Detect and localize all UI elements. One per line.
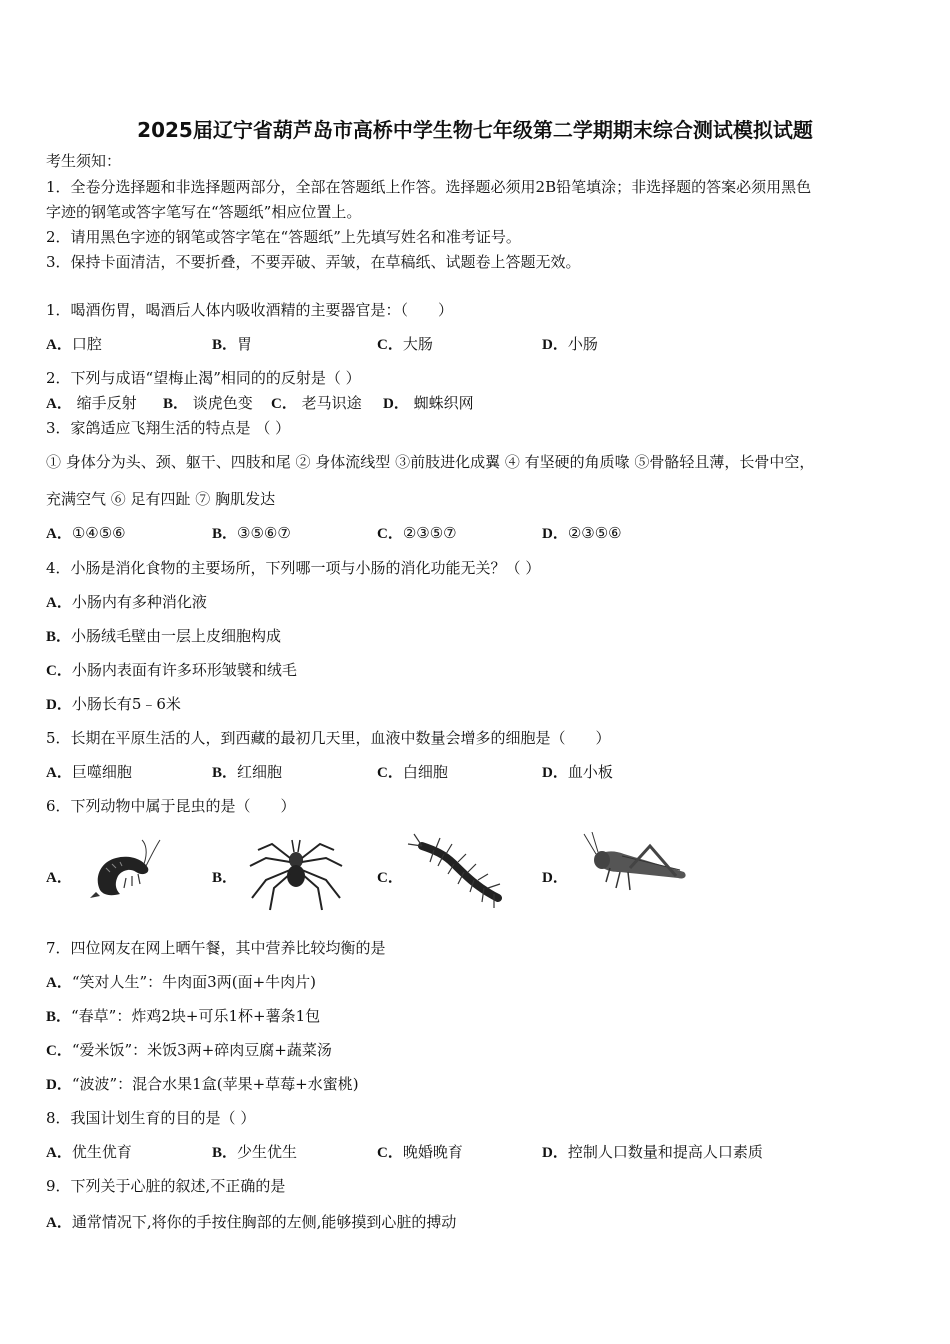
q3-statements-1: ① 身体分为头、颈、躯干、四肢和尾 ② 身体流线型 ③前肢进化成翼 ④ 有坚硬的角质喙 ⑤骨骼轻且薄，长骨中空， xyxy=(46,453,815,471)
q1-option-a: A．口腔 xyxy=(46,335,102,353)
q3-option-b: B．③⑤⑥⑦ xyxy=(212,524,291,542)
q4-option-b: B．小肠绒毛壁由一层上皮细胞构成 xyxy=(46,627,282,645)
q5-option-c: C．白细胞 xyxy=(377,763,448,781)
q7-option-a: A．“笑对人生”：牛肉面3两(面+牛肉片) xyxy=(46,973,316,991)
q2-option-c: C． 老马识途 xyxy=(271,394,362,412)
q4-option-c: C．小肠内表面有许多环形皱襞和绒毛 xyxy=(46,661,297,679)
q8-option-c: C．晚婚晚育 xyxy=(377,1143,463,1161)
q1-option-d: D．小肠 xyxy=(542,335,598,353)
q6-option-c: C． xyxy=(377,870,403,886)
q2-option-b: B． 谈虎色变 xyxy=(163,394,253,412)
q8-option-a: A．优生优育 xyxy=(46,1143,132,1161)
shrimp-image xyxy=(86,838,162,902)
q3-option-d: D．②③⑤⑥ xyxy=(542,524,622,542)
q3-stem: 3．家鸽适应飞翔生活的特点是 （ ） xyxy=(46,419,291,437)
q6-option-a: A． xyxy=(46,870,72,886)
centipede-image xyxy=(404,832,508,912)
q2-stem: 2．下列与成语“望梅止渴”相同的的反射是（ ） xyxy=(46,369,361,387)
notice-line-2: 字迹的钢笔或答字笔写在“答题纸”相应位置上。 xyxy=(46,203,362,221)
q5-stem: 5．长期在平原生活的人，到西藏的最初几天里，血液中数量会增多的细胞是（ ） xyxy=(46,729,611,747)
q5-option-b: B．红细胞 xyxy=(212,763,283,781)
q5-option-d: D．血小板 xyxy=(542,763,613,781)
q1-option-c: C．大肠 xyxy=(377,335,433,353)
notice-line-4: 3．保持卡面清洁，不要折叠，不要弄破、弄皱，在草稿纸、试题卷上答题无效。 xyxy=(46,253,581,271)
q7-option-b: B．“春草”：炸鸡2块+可乐1杯+薯条1包 xyxy=(46,1007,321,1025)
q7-option-c: C．“爱米饭”：米饭3两+碎肉豆腐+蔬菜汤 xyxy=(46,1041,332,1059)
q4-option-d: D．小肠长有5﹣6米 xyxy=(46,695,181,713)
page-title: 2025届辽宁省葫芦岛市高桥中学生物七年级第二学期期末综合测试模拟试题 xyxy=(137,118,813,142)
q3-option-c: C．②③⑤⑦ xyxy=(377,524,457,542)
q2-option-d: D． 蜘蛛织网 xyxy=(383,394,474,412)
spider-image xyxy=(244,832,348,912)
notice-line-3: 2．请用黑色字迹的钢笔或答字笔在“答题纸”上先填写姓名和准考证号。 xyxy=(46,228,521,246)
q4-stem: 4．小肠是消化食物的主要场所，下列哪一项与小肠的消化功能无关？（ ） xyxy=(46,559,541,577)
q7-option-d: D．“波波”：混合水果1盒(苹果+草莓+水蜜桃) xyxy=(46,1075,359,1093)
notice-line-1: 1．全卷分选择题和非选择题两部分，全部在答题纸上作答。选择题必须用2B铅笔填涂；非选择题的答案必须用黑色 xyxy=(46,178,812,196)
q6-option-d: D． xyxy=(542,870,568,886)
q6-option-b: B． xyxy=(212,870,238,886)
q8-stem: 8．我国计划生育的目的是（ ） xyxy=(46,1109,256,1127)
q4-option-a: A．小肠内有多种消化液 xyxy=(46,593,207,611)
notice-heading: 考生须知： xyxy=(46,152,122,170)
q5-option-a: A．巨噬细胞 xyxy=(46,763,132,781)
q2-option-a: A． 缩手反射 xyxy=(46,394,137,412)
q3-option-a: A．①④⑤⑥ xyxy=(46,524,126,542)
q8-option-d: D．控制人口数量和提高人口素质 xyxy=(542,1143,763,1161)
q1-option-b: B．胃 xyxy=(212,335,253,353)
q8-option-b: B．少生优生 xyxy=(212,1143,298,1161)
q6-stem: 6．下列动物中属于昆虫的是（ ） xyxy=(46,797,296,815)
q9-stem: 9．下列关于心脏的叙述,不正确的是 xyxy=(46,1177,286,1195)
q3-statements-2: 充满空气 ⑥ 足有四趾 ⑦ 胸肌发达 xyxy=(46,490,276,508)
q1-stem: 1．喝酒伤胃，喝酒后人体内吸收酒精的主要器官是：（ ） xyxy=(46,301,454,319)
grasshopper-image xyxy=(580,832,692,896)
q9-option-a: A．通常情况下,将你的手按住胸部的左侧,能够摸到心脏的搏动 xyxy=(46,1213,457,1231)
q7-stem: 7．四位网友在网上晒午餐，其中营养比较均衡的是 xyxy=(46,939,386,957)
